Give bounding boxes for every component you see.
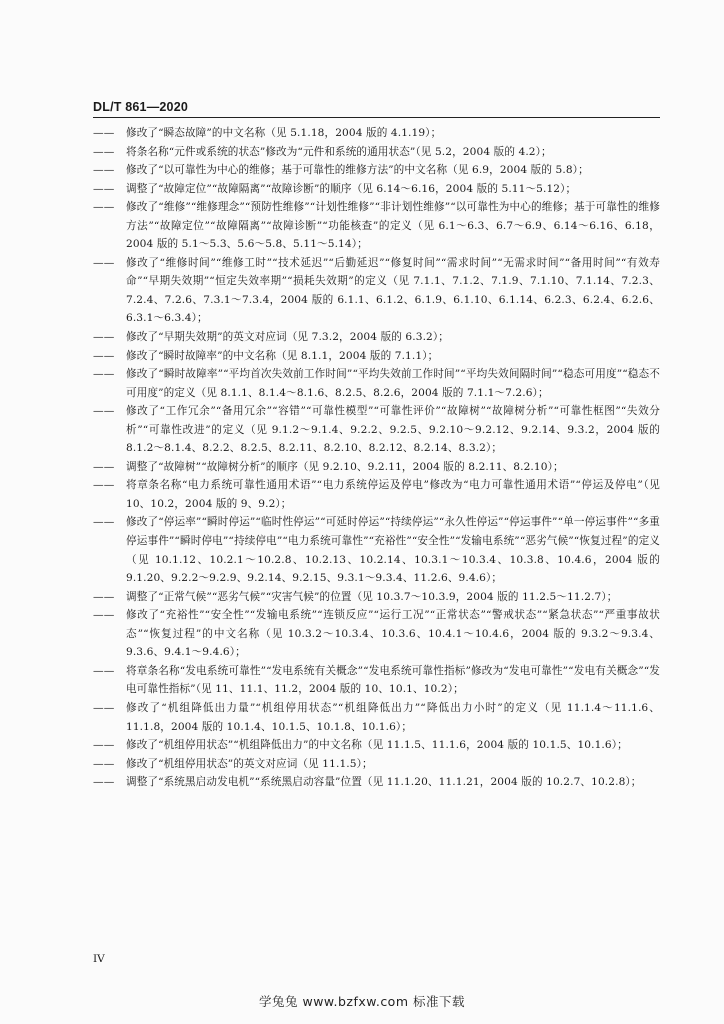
item-text: 修改了“维修”“维修理念”“预防性维修”“计划性维修”“非计划性维修”“以可靠性为中心的维修；基于可靠性的维修方法”“故障定位”“故障隔离”“故障诊断”“功能核查”的定义（见 6.1～6.3、6.7～6.9、6.14～6.16、6.18，2004 版的 5.1～5.3、5.6～5.8、5.11～5.14）； <box>126 201 660 251</box>
revision-item <box>93 124 660 143</box>
item-dash: —— <box>93 479 115 492</box>
revision-item <box>93 476 660 513</box>
item-text: 修改了“瞬态故障”的中文名称（见 5.1.18，2004 版的 4.1.19）； <box>126 127 442 139</box>
revision-item <box>93 773 660 792</box>
revision-item <box>93 736 660 755</box>
item-text: 修改了“机组降低出力量”“机组停用状态”“机组降低出力”“降低出力小时”的定义（见 11.1.4～11.1.6、11.1.8，2004 版的 10.1.4、10.1.5、10.1.8、10.1.6）； <box>126 701 660 733</box>
item-text: 修改了“停运率”“瞬时停运”“临时性停运”“可延时停运”“持续停运”“永久性停运”“停运事件”“单一停运事件”“多重停运事件”“瞬时停电”“持续停电”“电力系统可靠性”“充裕性”“安全性”“发输电系统”“恶劣气候”“恢复过程”的定义（见 10.1.12、10.2.1～10.2.8、10.2.13、10.2.14、10.3.1～10.3.4、10.3.8、10.4.6，2004 版的 9.1.20、9.2.2～9.2.9、9.2.14、9.2.15、9.3.1～9.3.4、11.2.6、9.4.6）； <box>126 516 660 585</box>
revision-item <box>93 588 660 607</box>
revision-item <box>93 662 660 699</box>
item-dash: —— <box>93 590 115 603</box>
item-dash: —— <box>93 739 115 752</box>
item-dash: —— <box>93 164 115 177</box>
revision-item <box>93 328 660 347</box>
revision-item <box>93 458 660 477</box>
item-dash: —— <box>93 776 115 789</box>
item-text: 将条名称“元件或系统的状态”修改为“元件和系统的通用状态”（见 5.2，2004 版的 4.2）； <box>126 145 552 158</box>
item-dash: —— <box>93 516 115 529</box>
page-number: IV <box>93 953 105 965</box>
item-text: 调整了“故障树”“故障树分析”的顺序（见 9.2.10、9.2.11，2004 版的 8.2.11、8.2.10）； <box>126 460 564 473</box>
revision-item <box>93 180 660 199</box>
item-text: 将章条名称“发电系统可靠性”“发电系统有关概念”“发电系统可靠性指标”修改为“发电可靠性”“发电有关概念”“发电可靠性指标”（见 11、11.1、11.2，2004 版的 10、10.1、10.2）； <box>126 664 660 696</box>
revision-item <box>93 198 660 254</box>
revision-item <box>93 755 660 774</box>
revision-item <box>93 254 660 328</box>
standard-number: DL/T 861—2020 <box>93 100 189 114</box>
item-text: 调整了“正常气候”“恶劣气候”“灾害气候”的位置（见 10.3.7～10.3.9，2004 版的 11.2.5～11.2.7）； <box>126 590 618 603</box>
item-dash: —— <box>93 201 115 214</box>
revision-item <box>93 606 660 662</box>
item-dash: —— <box>93 368 115 381</box>
item-dash: —— <box>93 127 115 139</box>
revision-list <box>93 124 660 792</box>
item-text: 修改了“机组停用状态”“机组降低出力”的中文名称（见 11.1.5、11.1.6，2004 版的 10.1.5、10.1.6）； <box>126 739 628 752</box>
item-dash: —— <box>93 145 115 158</box>
item-text: 修改了“充裕性”“安全性”“发输电系统”“连锁反应”“运行工况”“正常状态”“警戒状态”“紧急状态”“严重事故状态”“恢复过程”的中文名称（见 10.3.2～10.3.4、10.3.6、10.4.1～10.4.6，2004 版的 9.3.2～9.3.4、9.3.6、9.4.1～9.4.6）； <box>126 609 660 659</box>
revision-item <box>93 365 660 402</box>
item-text: 修改了“工作冗余”“备用冗余”“容错”“可靠性模型”“可靠性评价”“故障树”“故障树分析”“可靠性框图”“失效分析”“可靠性改进”的定义（见 9.1.2～9.1.4、9.2.2、9.2.5、9.2.10～9.2.12、9.2.14、9.3.2，2004 版的 8.1.2～8.1.4、8.2.2、8.2.5、8.2.11、8.2.10、8.2.12、8.2.14、8.3.2）； <box>126 405 660 455</box>
watermark-footer: 学兔兔 www.bzfxw.com 标准下载 <box>259 994 465 1009</box>
item-text: 修改了“以可靠性为中心的维修；基于可靠性的维修方法”的中文名称（见 6.9，2004 版的 5.8）； <box>126 164 589 177</box>
item-dash: —— <box>93 349 115 362</box>
header-rule <box>93 117 660 118</box>
item-text: 将章条名称“电力系统可靠性通用术语”“电力系统停运及停电”修改为“电力可靠性通用术语”“停运及停电”（见 10、10.2，2004 版的 9、9.2）； <box>126 479 660 510</box>
item-text: 修改了“机组停用状态”的英文对应词（见 11.1.5）； <box>126 757 373 770</box>
item-text: 修改了“维修时间”“维修工时”“技术延迟”“后勤延迟”“修复时间”“需求时间”“无需求时间”“备用时间”“有效寿命”“早期失效期”“恒定失效率期”“损耗失效期”的定义（见 7.1.1、7.1.2、7.1.9、7.1.10、7.1.14、7.2.3、7.2.4、7.2.6、7.3.1～7.3.4，2004 版的 6.1.1、6.1.2、6.1.9、6.1.10、6.1.14、6.2.3、6.2.4、6.2.6、6.3.1～6.3.4）； <box>126 256 660 325</box>
item-dash: —— <box>93 664 115 677</box>
item-text: 修改了“瞬时故障率”的中文名称（见 8.1.1，2004 版的 7.1.1）； <box>126 349 439 362</box>
item-dash: —— <box>93 701 115 714</box>
item-dash: —— <box>93 182 115 195</box>
item-text: 修改了“瞬时故障率”“平均首次失效前工作时间”“平均失效前工作时间”“平均失效间隔时间”“稳态可用度”“稳态不可用度”的定义（见 8.1.1、8.1.4～8.1.6、8.2.5、8.2.6，2004 版的 7.1.1～7.2.6）； <box>126 368 660 399</box>
revision-item <box>93 347 660 366</box>
item-dash: —— <box>93 331 115 344</box>
item-dash: —— <box>93 405 115 418</box>
revision-item <box>93 513 660 587</box>
item-dash: —— <box>93 256 115 269</box>
item-dash: —— <box>93 757 115 770</box>
item-dash: —— <box>93 609 115 622</box>
revision-item <box>93 143 660 162</box>
revision-item <box>93 161 660 180</box>
item-text: 调整了“系统黑启动发电机”“系统黑启动容量”位置（见 11.1.20、11.1.21，2004 版的 10.2.7、10.2.8）； <box>126 776 642 789</box>
revision-item <box>93 699 660 736</box>
item-dash: —— <box>93 460 115 473</box>
item-text: 修改了“早期失效期”的英文对应词（见 7.3.2，2004 版的 6.3.2）； <box>126 331 449 344</box>
revision-item <box>93 402 660 458</box>
item-text: 调整了“故障定位”“故障隔离”“故障诊断”的顺序（见 6.14～6.16，2004 版的 5.11～5.12）； <box>126 182 577 195</box>
